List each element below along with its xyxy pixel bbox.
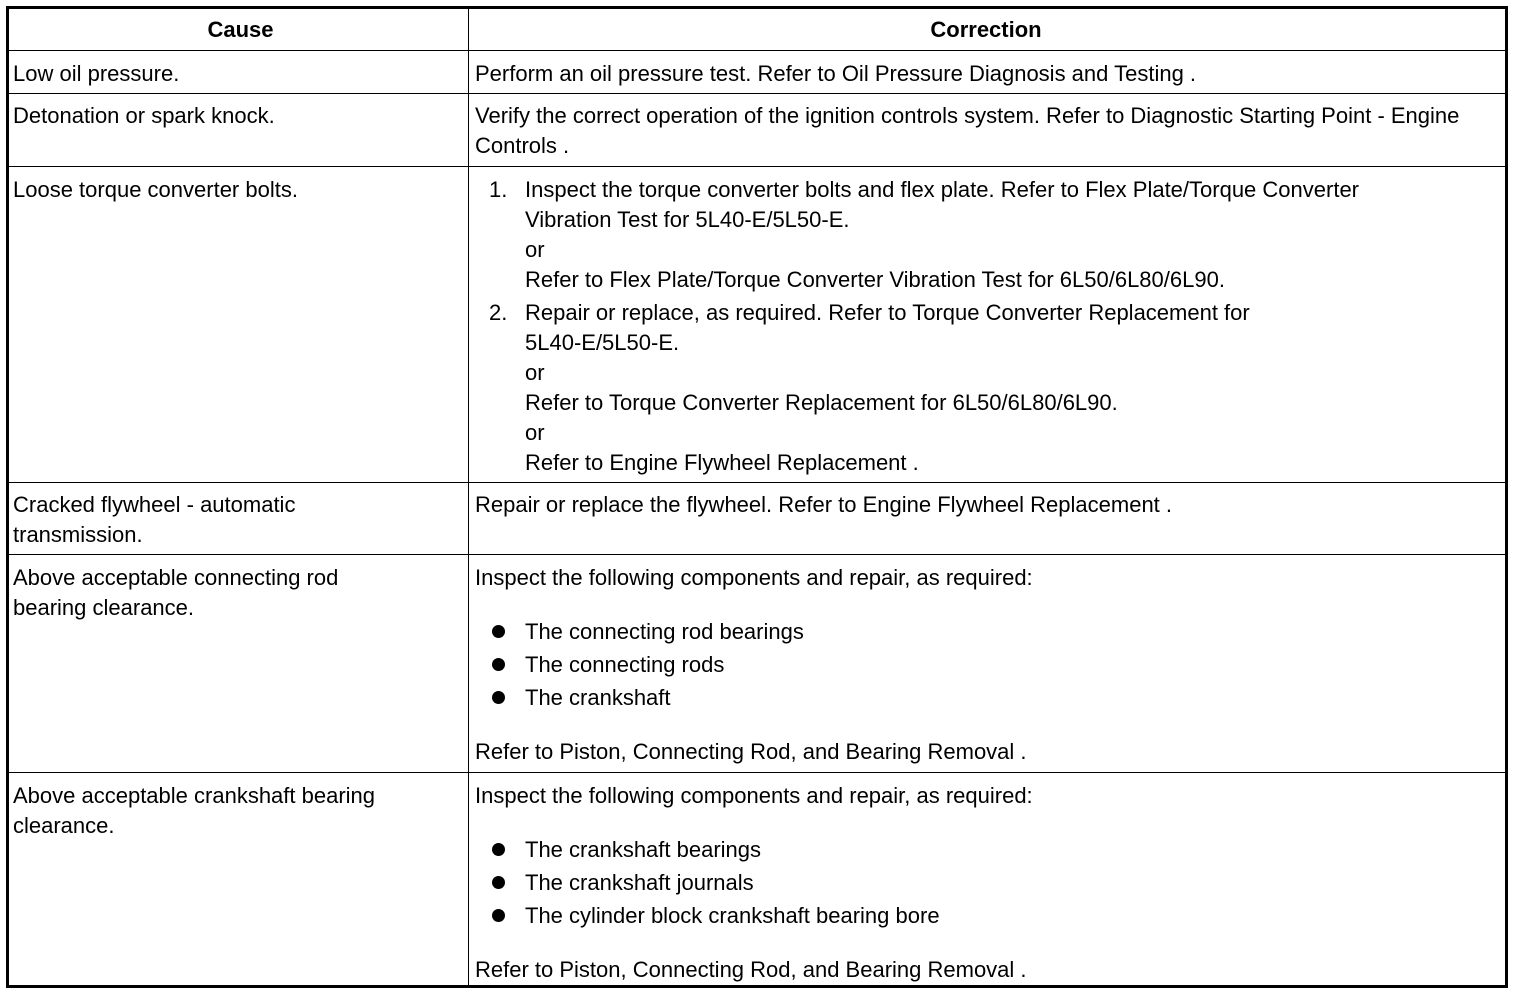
- step-line: or: [525, 420, 545, 445]
- step-item: [475, 298, 1497, 478]
- step-item: [475, 175, 1497, 295]
- list-item-text: The crankshaft journals: [525, 870, 754, 895]
- correction-intro: Inspect the following components and repair, as required:: [475, 783, 1033, 808]
- correction-steps: [475, 175, 1497, 478]
- list-item-text: The connecting rod bearings: [525, 619, 804, 644]
- list-item: [475, 866, 1497, 899]
- step-line: 5L40-E/5L50-E.: [525, 330, 680, 355]
- correction-outro: Refer to Piston, Connecting Rod, and Bearing Removal .: [475, 739, 1027, 764]
- list-item: [475, 615, 1497, 648]
- correction-intro: Inspect the following components and repair, as required:: [475, 565, 1033, 590]
- step-line: Vibration Test for 5L40-E/5L50-E.: [525, 207, 850, 232]
- header-correction: Correction: [930, 17, 1042, 42]
- list-item: [475, 681, 1497, 714]
- step-number: 2.: [489, 300, 508, 325]
- cause-cell: Above acceptable crankshaft bearing clearance.: [9, 773, 469, 985]
- step-line: Refer to Engine Flywheel Replacement .: [525, 450, 919, 475]
- component-list: [475, 615, 1497, 714]
- step-line: Refer to Torque Converter Replacement for 6L50/6L80/6L90.: [525, 390, 1118, 415]
- correction-cell: Verify the correct operation of the ignition controls system. Refer to Diagnostic Starting Point - Engine Controls .: [475, 103, 1460, 158]
- diagnosis-table: [6, 6, 1508, 988]
- list-item-text: The crankshaft: [525, 685, 671, 710]
- table-row: [9, 483, 1505, 555]
- table-header-row: [9, 9, 1505, 51]
- correction-cell: Repair or replace the flywheel. Refer to Engine Flywheel Replacement .: [475, 492, 1173, 517]
- step-line: Inspect the torque converter bolts and flex plate. Refer to Flex Plate/Torque Converter: [525, 177, 1360, 202]
- list-item-text: The crankshaft bearings: [525, 837, 762, 862]
- list-item: [475, 833, 1497, 866]
- table-row: [9, 94, 1505, 167]
- step-number: 1.: [489, 177, 508, 202]
- cause-cell: Loose torque converter bolts.: [9, 167, 469, 482]
- step-line: Refer to Flex Plate/Torque Converter Vibration Test for 6L50/6L80/6L90.: [525, 267, 1225, 292]
- correction-cell: [469, 167, 1505, 482]
- step-line: or: [525, 237, 545, 262]
- bullet-icon: [492, 843, 505, 856]
- header-cause: Cause: [9, 9, 469, 50]
- table-row: [9, 773, 1505, 985]
- list-item: [475, 899, 1497, 932]
- cause-cell: Cracked flywheel - automatic transmission.: [9, 483, 469, 554]
- bullet-icon: [492, 658, 505, 671]
- bullet-icon: [492, 876, 505, 889]
- table-row: [9, 167, 1505, 483]
- cause-cell: Detonation or spark knock.: [9, 94, 469, 166]
- table-row: [9, 555, 1505, 773]
- cause-cell: Above acceptable connecting rod bearing clearance.: [9, 555, 469, 772]
- cause-cell: Low oil pressure.: [9, 51, 469, 93]
- correction-cell: [469, 773, 1505, 985]
- component-list: [475, 833, 1497, 932]
- step-line: Repair or replace, as required. Refer to Torque Converter Replacement for: [525, 300, 1250, 325]
- bullet-icon: [492, 909, 505, 922]
- bullet-icon: [492, 625, 505, 638]
- table-row: [9, 51, 1505, 94]
- list-item-text: The cylinder block crankshaft bearing bore: [525, 903, 940, 928]
- list-item: [475, 648, 1497, 681]
- list-item-text: The connecting rods: [525, 652, 725, 677]
- correction-cell: Perform an oil pressure test. Refer to Oil Pressure Diagnosis and Testing .: [475, 61, 1197, 86]
- correction-outro: Refer to Piston, Connecting Rod, and Bearing Removal .: [475, 957, 1027, 982]
- correction-cell: [469, 555, 1505, 772]
- bullet-icon: [492, 691, 505, 704]
- step-line: or: [525, 360, 545, 385]
